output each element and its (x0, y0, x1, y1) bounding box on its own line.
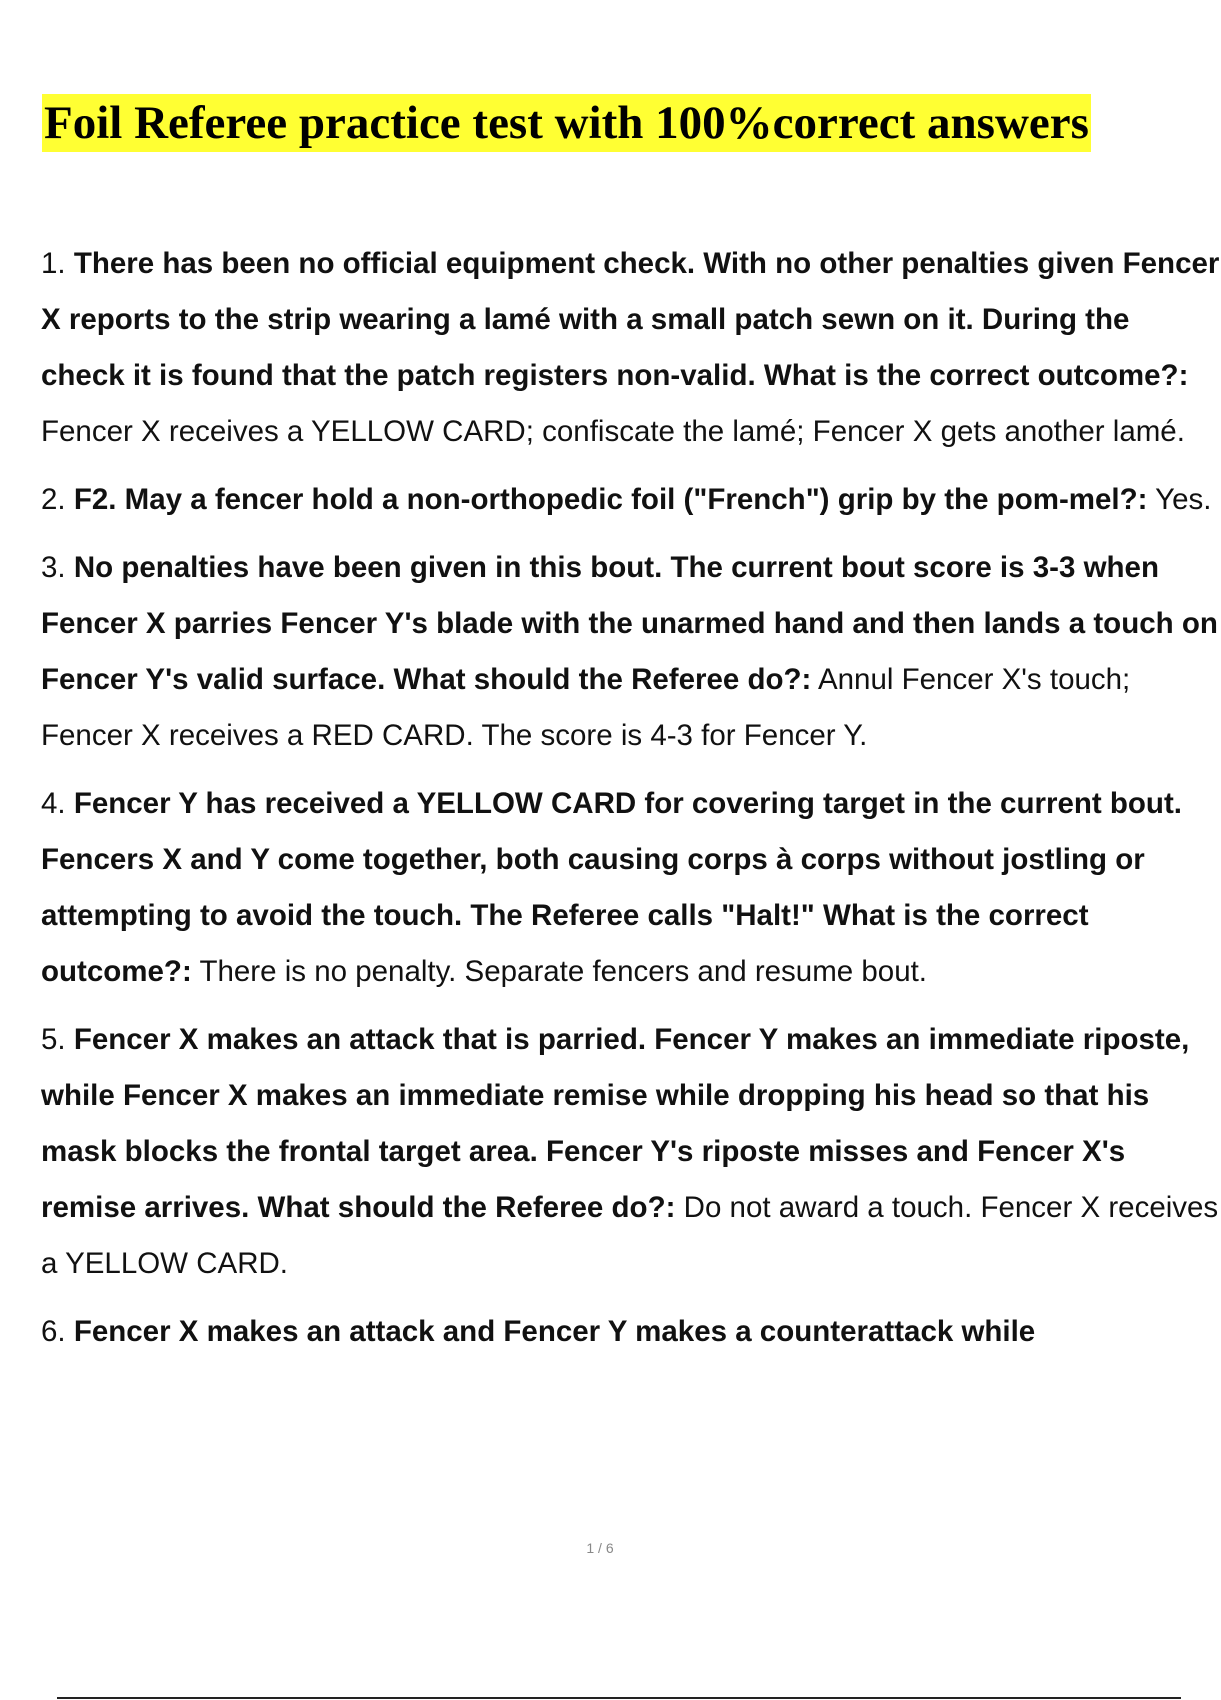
answer-text: Do not award a touch. Fencer X receives a YELLOW CARD. (41, 1191, 1219, 1280)
answer-text: Annul Fencer X's touch; Fencer X receives a RED CARD. The score is 4-3 for Fencer Y. (41, 663, 1131, 752)
question-list (41, 236, 1221, 1372)
question-item-2 (41, 472, 1221, 528)
question-number: 5. (41, 1023, 66, 1056)
page-divider (57, 1697, 1181, 1699)
question-number: 3. (41, 551, 66, 584)
answer-text: Fencer X receives a YELLOW CARD; confiscate the lamé; Fencer X gets another lamé. (41, 415, 1185, 448)
question-item-6 (41, 1304, 1221, 1360)
question-number: 2. (41, 483, 66, 516)
question-item-3 (41, 540, 1221, 764)
answer-text: Yes. (1155, 483, 1212, 516)
document-title: Foil Referee practice test with 100%correct answers (42, 94, 1091, 152)
question-number: 4. (41, 787, 66, 820)
question-number: 1. (41, 247, 66, 280)
page-indicator: 1 / 6 (586, 1540, 614, 1556)
question-number: 6. (41, 1315, 66, 1348)
question-text: Fencer X makes an attack that is parried. Fencer Y makes an immediate riposte, while Fencer X makes an immediate remise while dropping his head so that his mask blocks the frontal target area. Fencer Y's riposte misses and Fencer X's remise arrives. What should the Referee do?: (41, 1023, 1190, 1224)
question-item-4 (41, 776, 1221, 1000)
question-text: Fencer Y has received a YELLOW CARD for covering target in the current bout. Fencers X and Y come together, both causing corps à corps without jostling or attempting to avoid the touch. The Referee calls "Halt!" What is the correct outcome?: (41, 787, 1182, 988)
question-item-5 (41, 1012, 1221, 1292)
question-item-1 (41, 236, 1221, 460)
question-text: There has been no official equipment check. With no other penalties given Fencer X reports to the strip wearing a lamé with a small patch sewn on it. During the check it is found that the patch registers non-valid. What is the correct outcome?: (41, 247, 1220, 392)
question-text: Fencer X makes an attack and Fencer Y makes a counterattack while (73, 1315, 1036, 1348)
question-text: F2. May a fencer hold a non-orthopedic foil ("French") grip by the pom-mel?: (73, 483, 1148, 516)
answer-text: There is no penalty. Separate fencers and resume bout. (199, 955, 927, 988)
question-text: No penalties have been given in this bout. The current bout score is 3-3 when Fencer X parries Fencer Y's blade with the unarmed hand and then lands a touch on Fencer Y's valid surface. What should the Referee do?: (41, 551, 1218, 696)
